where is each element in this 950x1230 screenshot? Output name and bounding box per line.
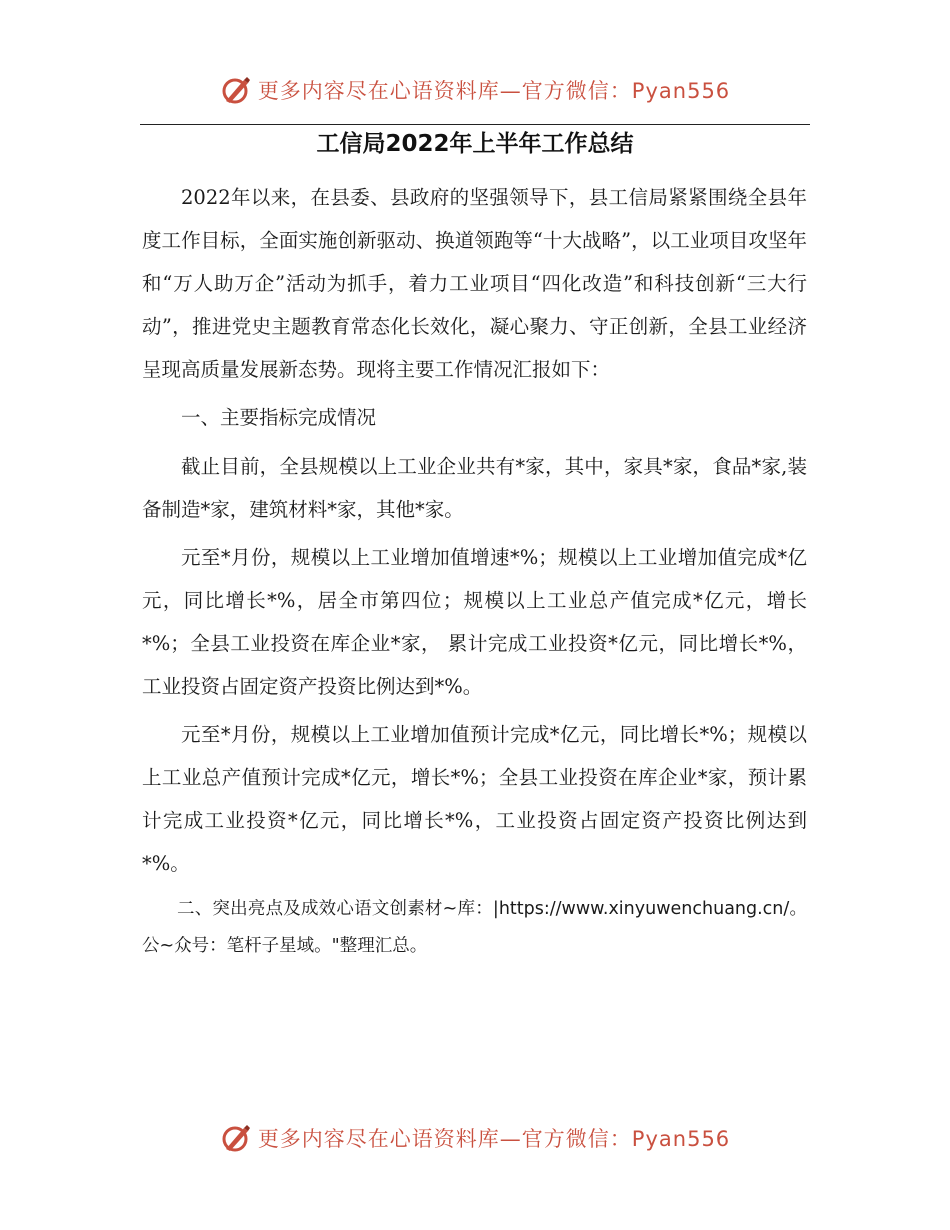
paragraph-enterprises: 截止目前，全县规模以上工业企业共有*家，其中，家具*家，食品*家,装备制造*家，建筑材料*家，其他*家。 <box>142 454 807 521</box>
header-rule <box>140 124 810 125</box>
document-title: 工信局2022年上半年工作总结 <box>316 131 634 157</box>
paragraph-intro: 2022年以来，在县委、县政府的坚强领导下，县工信局紧紧围绕全县年度工作目标，全面实施创新驱动、换道领跑等“十大战略”，以工业项目攻坚年和“万人助万企”活动为抓手，着力工业项目“四化改造”和科技创新“三大行动”，推进党史主题教育常态化长效化，凝心聚力、守正创新，全县工业经济呈现高质量发展新态势。现将主要工作情况汇报如下： <box>142 186 807 382</box>
document-body <box>142 176 807 970</box>
watermark-banner-bottom <box>0 1118 950 1158</box>
watermark-text: 更多内容尽在心语资料库—官方微信：Pyan556 <box>257 79 731 103</box>
pen-logo-icon <box>220 1122 252 1154</box>
pen-logo-icon <box>220 74 252 106</box>
section-heading-1: 一、主要指标完成情况 <box>181 406 377 430</box>
paragraph-indicators-actual: 元至*月份，规模以上工业增加值增速*%；规模以上工业增加值完成*亿元，同比增长*%，居全市第四位；规模以上工业总产值完成*亿元，增长*%；全县工业投资在库企业*家， 累计完成工业投资*亿元，同比增长*%，工业投资占固定资产投资比例达到*%。 <box>142 545 807 699</box>
paragraph-indicators-forecast: 元至*月份，规模以上工业增加值预计完成*亿元，同比增长*%；规模以上工业总产值预计完成*亿元，增长*%；全县工业投资在库企业*家，预计累计完成工业投资*亿元，同比增长*%，工业投资占固定资产投资比例达到*%。 <box>142 723 807 876</box>
watermark-banner-top <box>0 70 950 110</box>
watermark-text: 更多内容尽在心语资料库—官方微信：Pyan556 <box>257 1127 731 1151</box>
section-heading-2: 二、突出亮点及成效心语文创素材~库：|https://www.xinyuwenchuang.cn/。公~众号：笔杆子星域。"整理汇总。 <box>142 898 807 956</box>
